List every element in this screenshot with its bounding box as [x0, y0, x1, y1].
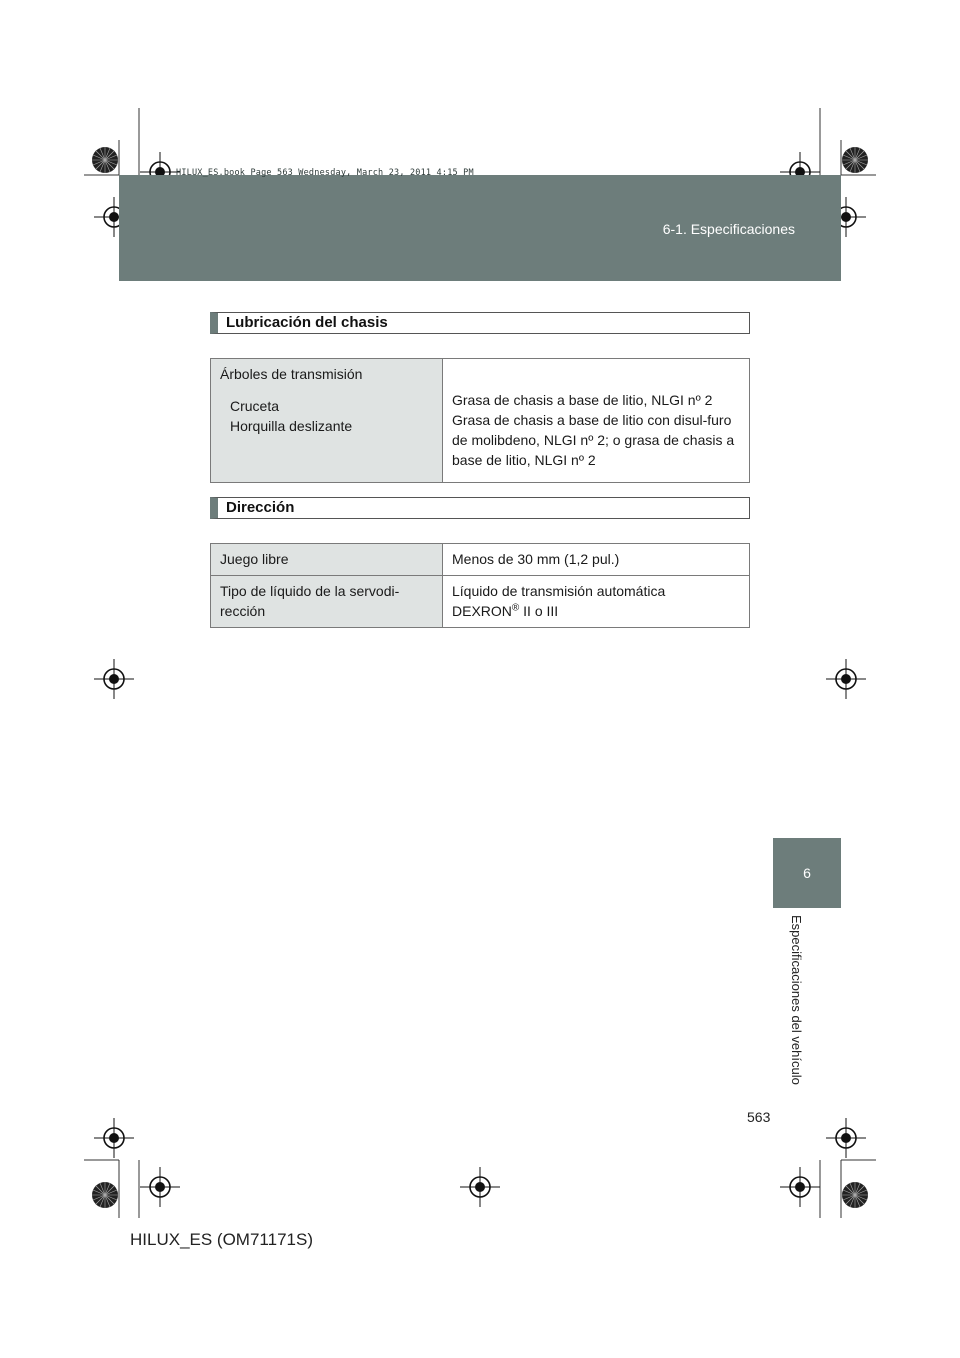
row-value-cruceta: Grasa de chasis a base de litio, NLGI nº 2 [452, 392, 713, 408]
row-value-juego: Menos de 30 mm (1,2 pul.) [443, 544, 750, 576]
lubrication-value-cell [443, 359, 750, 483]
fluid-brand: DEXRON [452, 603, 512, 619]
chapter-tab-label: Especificaciones del vehículo [789, 915, 804, 1085]
chapter-tab-number: 6 [773, 838, 841, 908]
row-label-horquilla: Horquilla deslizante [230, 418, 353, 434]
steering-table [210, 543, 750, 628]
row-value-fluid [443, 576, 750, 628]
table-row [211, 576, 750, 628]
model-code: HILUX_ES (OM71171S) [130, 1230, 313, 1249]
page-number: 563 [747, 1109, 771, 1125]
section-heading-lubrication: Lubricación del chasis [210, 312, 750, 334]
group-label: Árboles de transmisión [220, 366, 363, 382]
row-label-cruceta: Cruceta [230, 398, 280, 414]
table-row [211, 544, 750, 576]
lubrication-table [210, 358, 750, 483]
registered-mark: ® [511, 602, 520, 614]
row-label-fluid: Tipo de líquido de la servodi-rección [211, 576, 443, 628]
row-label-juego: Juego libre [211, 544, 443, 576]
section-path: 6-1. Especificaciones [662, 221, 795, 237]
print-stamp: HILUX_ES.book Page 563 Wednesday, March 23, 2011 4:15 PM [176, 168, 474, 178]
lubrication-label-cell [211, 359, 443, 483]
section-heading-steering: Dirección [210, 497, 750, 519]
fluid-tail: II o III [519, 603, 559, 619]
fluid-main: Líquido de transmisión automática [452, 583, 666, 599]
fluid-brand-line [452, 601, 741, 621]
table-row [211, 359, 750, 483]
row-value-horquilla: Grasa de chasis a base de litio con disul-furo de molibdeno, NLGI nº 2; o grasa de chasis a base de litio, NLGI nº 2 [452, 412, 735, 468]
